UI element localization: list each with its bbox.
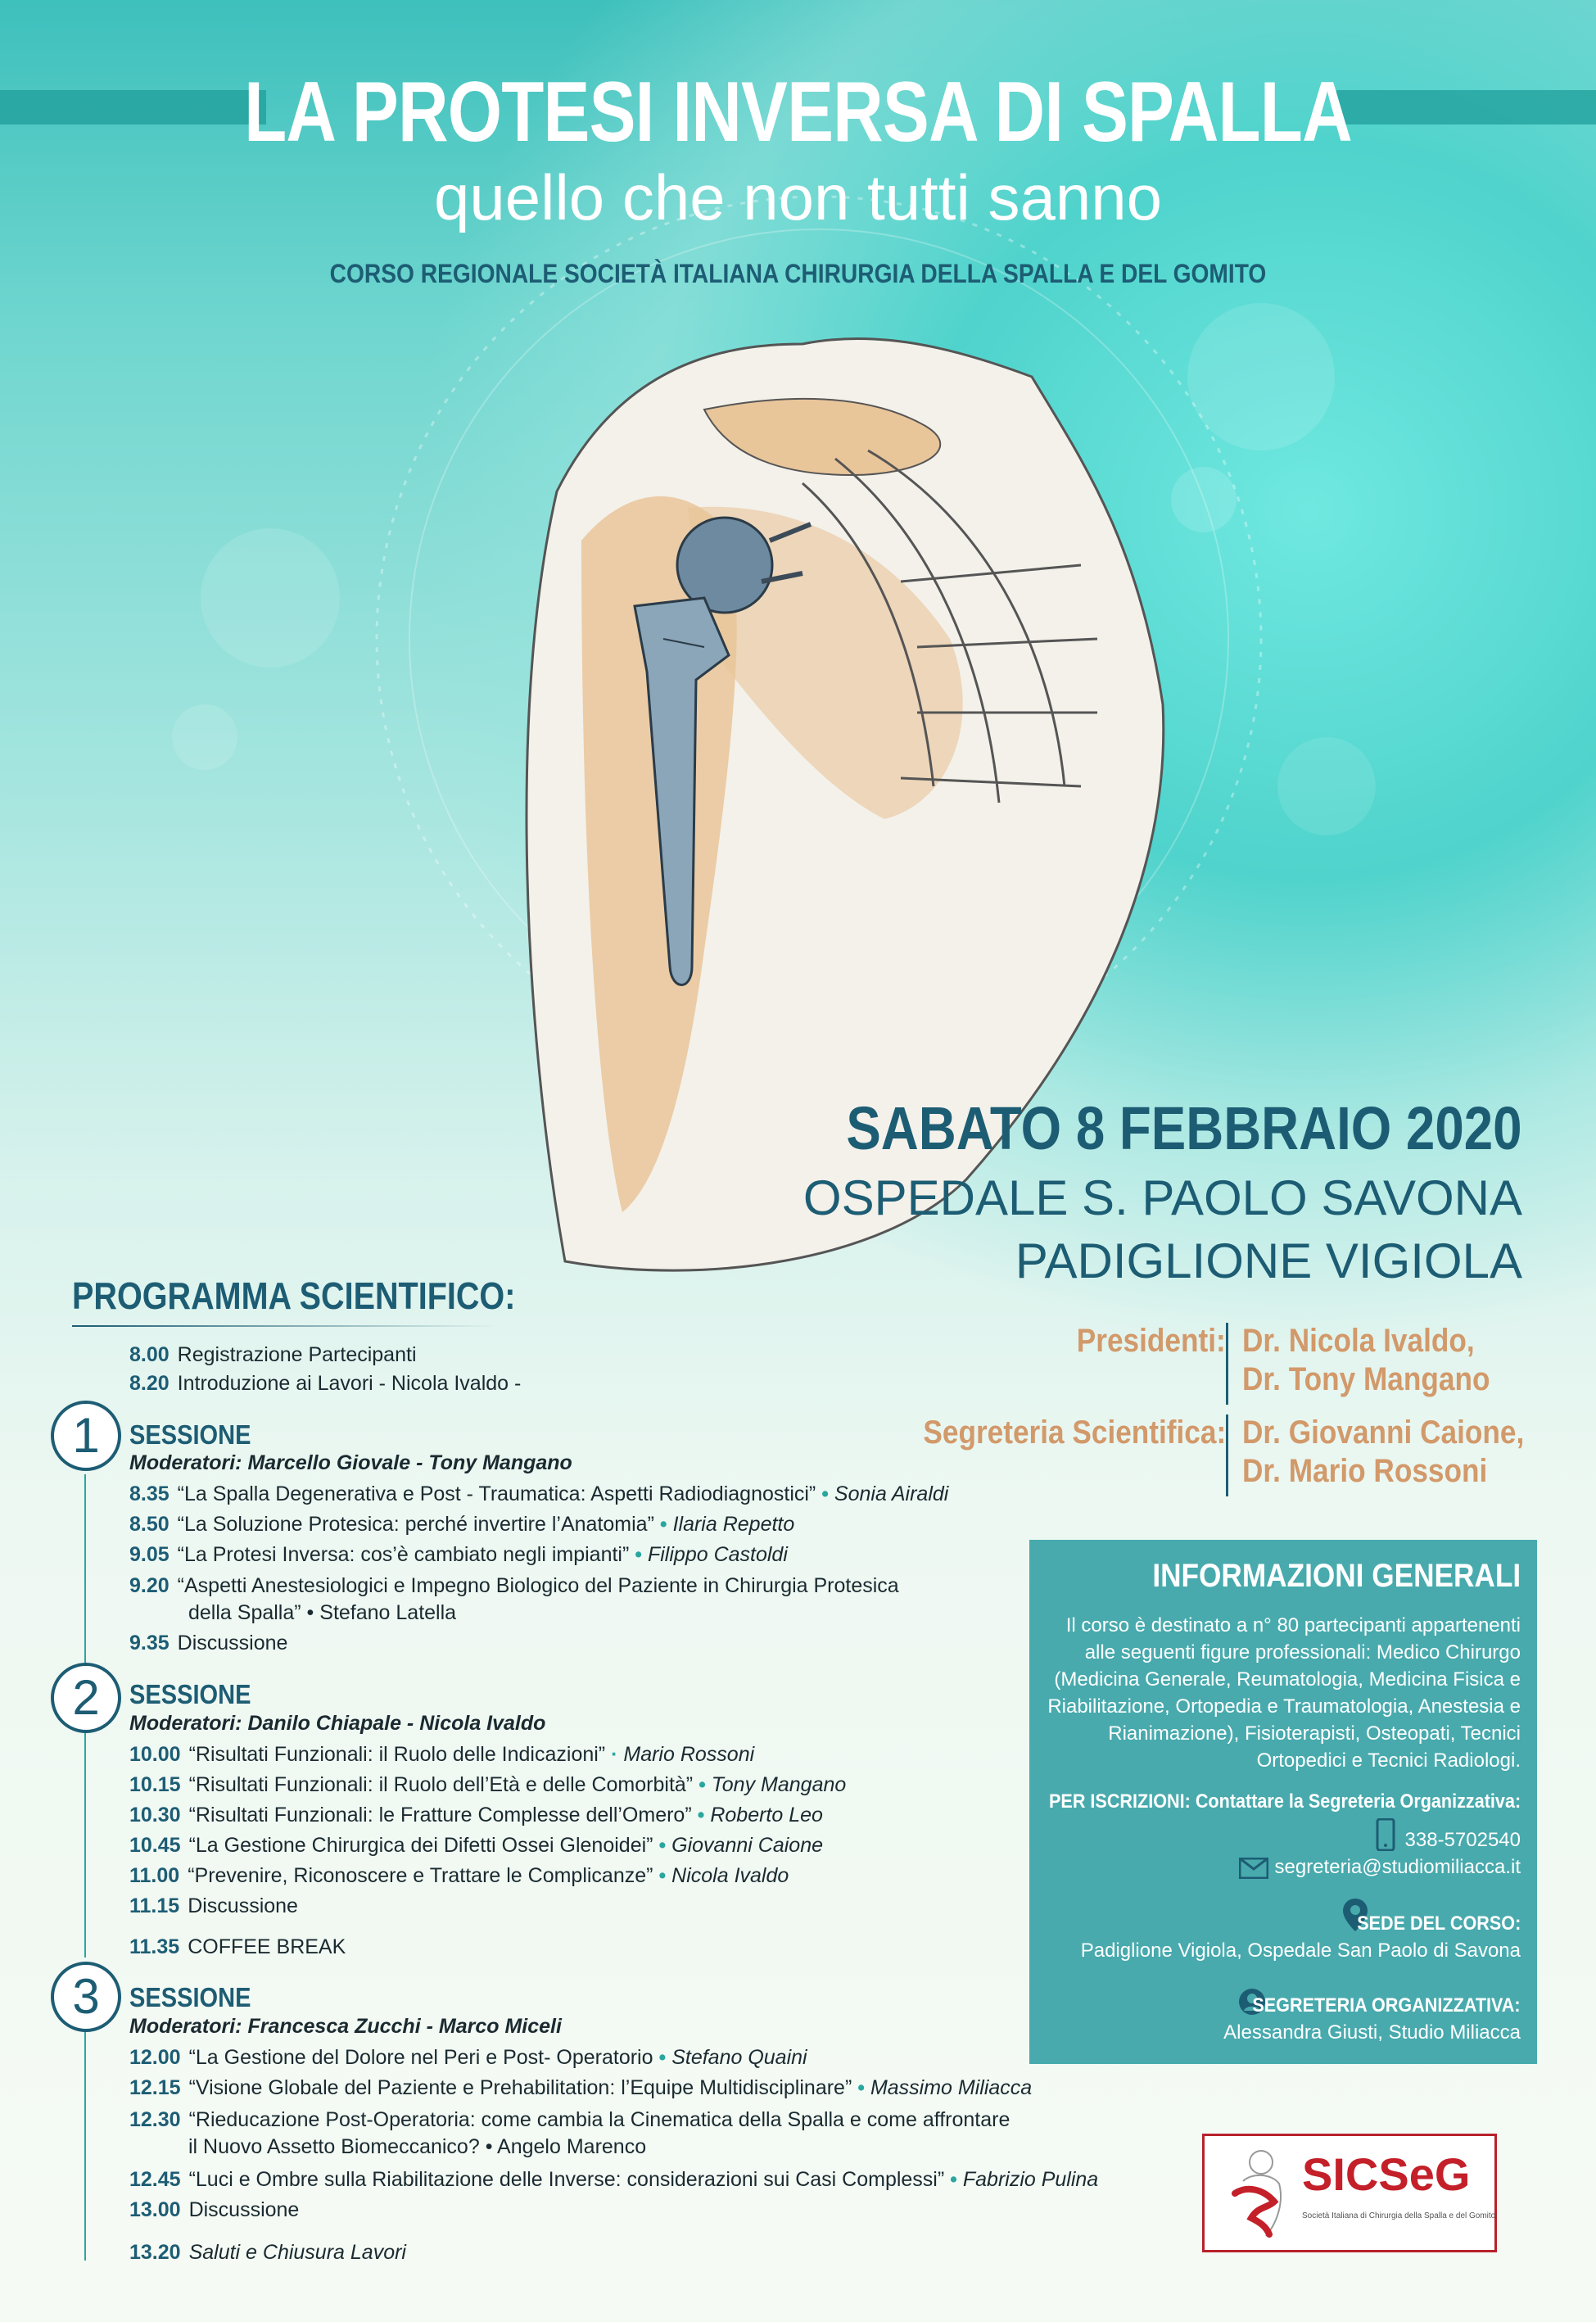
program-item-continuation (188, 1601, 456, 1625)
program-text: Discussione (177, 1632, 288, 1654)
sicseg-logo-tagline: Società Italiana di Chirurgia della Spalla e del Gomito (1302, 2211, 1496, 2220)
program-text: della Spalla” (188, 1601, 301, 1624)
registration-heading: PER ISCRIZIONI: Contattare la Segreteria Organizzativa: (1048, 1790, 1521, 1813)
program-time: 12.45 (129, 2168, 181, 2191)
general-info-title: INFORMAZIONI GENERALI (1152, 1558, 1521, 1594)
program-item (129, 1482, 948, 1506)
program-text: COFFEE BREAK (188, 1935, 346, 1958)
timeline-line (84, 2023, 86, 2261)
program-text: “Visione Globale del Paziente e Prehabilitation: l’Equipe Multidisciplinare” (188, 2076, 852, 2099)
program-speaker: Sonia Airaldi (834, 1482, 949, 1505)
program-time: 9.05 (129, 1543, 170, 1566)
venue-address: Padiglione Vigiola, Ospedale San Paolo di Savona (1080, 1940, 1521, 1962)
separator: • (950, 2168, 957, 2191)
program-text: “Risultati Funzionali: le Fratture Complesse dell’Omero” (188, 1804, 692, 1826)
separator: • (699, 1773, 706, 1796)
separator: • (306, 1601, 314, 1624)
program-speaker: Fabrizio Pulina (962, 2168, 1099, 2191)
event-venue-pavilion: PADIGLIONE VIGIOLA (1015, 1233, 1522, 1288)
session-number-badge: 2 (51, 1663, 121, 1733)
session-number-badge: 1 (51, 1401, 121, 1471)
program-item (129, 1773, 846, 1797)
program-time: 12.15 (129, 2076, 181, 2099)
timeline-line (84, 1720, 86, 1958)
session-number-badge: 3 (51, 1962, 121, 2032)
sicseg-logo-name: SICSeG (1302, 2148, 1471, 2200)
program-text: “Luci e Ombre sulla Riabilitazione delle Inverse: considerazioni sui Casi Complessi” (188, 2168, 945, 2191)
course-name: CORSO REGIONALE SOCIETÀ ITALIANA CHIRURGIA DELLA SPALLA E DEL GOMITO (329, 259, 1267, 288)
separator: • (821, 1482, 829, 1505)
program-speaker: Angelo Marenco (497, 2135, 647, 2158)
program-time: 8.20 (129, 1372, 170, 1395)
program-item (129, 2198, 299, 2222)
envelope-icon (1239, 1858, 1268, 1879)
president-name: Dr. Nicola Ivaldo, (1242, 1323, 1475, 1359)
separator: • (697, 1804, 705, 1826)
closing-item (129, 2241, 406, 2265)
program-text: “Risultati Funzionali: il Ruolo dell’Età e delle Comorbità” (188, 1773, 694, 1796)
separator: • (635, 1543, 643, 1566)
secretary-label: Segreteria Scientifica: (923, 1414, 1226, 1451)
phone-icon (1376, 1818, 1395, 1851)
program-title: PROGRAMMA SCIENTIFICO: (72, 1274, 516, 1317)
program-text: “Aspetti Anestesiologici e Impegno Biologico del Paziente in Chirurgia Protesica (177, 1574, 899, 1597)
program-text: “La Soluzione Protesica: perché invertire l’Anatomia” (177, 1513, 654, 1536)
separator: · (611, 1743, 618, 1766)
presidents-label: Presidenti: (1077, 1323, 1226, 1359)
program-speaker: Ilaria Repetto (672, 1513, 795, 1536)
session-moderators: Moderatori: Danilo Chiapale - Nicola Ivaldo (129, 1712, 546, 1735)
page-subtitle: quello che non tutti sanno (433, 161, 1162, 233)
separator: • (857, 2076, 865, 2099)
president-name: Dr. Tony Mangano (1242, 1361, 1490, 1397)
program-text: Discussione (188, 1894, 298, 1917)
venue-heading: SEDE DEL CORSO: (1356, 1912, 1521, 1935)
program-text: Discussione (188, 2198, 300, 2221)
separator: • (485, 2135, 493, 2158)
program-time: 8.50 (129, 1513, 170, 1536)
separator: • (658, 1864, 667, 1887)
separator: • (659, 1513, 667, 1536)
program-item (129, 1894, 298, 1918)
program-time: 9.20 (129, 1574, 170, 1597)
program-time: 10.45 (129, 1834, 181, 1857)
separator: • (658, 2046, 667, 2069)
session-heading: SESSIONE (129, 1419, 251, 1450)
secretary-name: Dr. Giovanni Caione, (1242, 1414, 1525, 1451)
program-speaker: Giovanni Caione (671, 1834, 823, 1857)
org-secretary-heading: SEGRETERIA ORGANIZZATIVA: (1252, 1994, 1521, 2016)
timeline-line (84, 1474, 86, 1671)
program-speaker: Roberto Leo (710, 1804, 823, 1826)
program-text: “La Protesi Inversa: cos’è cambiato negli impianti” (177, 1543, 630, 1566)
program-item (129, 1632, 287, 1655)
program-time: 13.20 (129, 2241, 181, 2264)
program-speaker: Filippo Castoldi (647, 1543, 788, 1566)
program-time: 12.00 (129, 2046, 181, 2069)
coffee-break (129, 1935, 346, 1959)
program-time: 11.15 (129, 1894, 180, 1917)
program-time: 8.00 (129, 1343, 170, 1366)
program-item (129, 1864, 789, 1888)
program-item (129, 2046, 807, 2070)
program-item (129, 1372, 521, 1396)
session-moderators: Moderatori: Francesca Zucchi - Marco Miceli (129, 2015, 562, 2038)
email-link[interactable]: segreteria@studiomiliacca.it (1274, 1856, 1521, 1878)
secretary-name: Dr. Mario Rossoni (1242, 1453, 1488, 1489)
program-text: Introduzione ai Lavori - Nicola Ivaldo - (177, 1372, 522, 1395)
program-text: “La Gestione del Dolore nel Peri e Post- Operatorio (188, 2046, 653, 2069)
event-venue-hospital: OSPEDALE S. PAOLO SAVONA (803, 1170, 1522, 1225)
program-time: 10.00 (129, 1743, 181, 1766)
program-time: 10.30 (129, 1804, 181, 1826)
session-heading: SESSIONE (129, 1679, 251, 1709)
program-time: 11.00 (129, 1864, 180, 1887)
program-item (129, 1574, 899, 1598)
program-time: 11.35 (129, 1935, 180, 1958)
program-item-continuation (188, 2135, 646, 2159)
session-moderators: Moderatori: Marcello Giovale - Tony Mangano (129, 1451, 572, 1474)
program-time: 10.15 (129, 1773, 181, 1796)
program-speaker: Massimo Miliacca (870, 2076, 1033, 2099)
program-item (129, 1543, 788, 1567)
event-date: SABATO 8 FEBBRAIO 2020 (846, 1094, 1522, 1162)
general-info-description: Il corso è destinato a n° 80 partecipanti appartenenti alle seguenti figure professionali: Medico Chirurgo (Medicina Generale, Reumatologia, Medicina Fisica e Riabilitazione, Ortopedia e Traumatologia, Anestesia e Rianimazione), Fisioterapisti, Osteopati, Tecnici Ortopedici e Tecnici Radiologi. (1047, 1614, 1521, 1772)
program-speaker: Nicola Ivaldo (671, 1864, 789, 1887)
program-title-underline (72, 1325, 498, 1327)
program-time: 12.30 (129, 2108, 181, 2131)
program-text: il Nuovo Assetto Biomeccanico? (188, 2135, 480, 2158)
program-item (129, 1804, 823, 1827)
program-item (129, 1513, 794, 1537)
program-text: “La Gestione Chirurgica dei Difetti Ossei Glenoidei” (188, 1834, 653, 1857)
phone-number[interactable]: 338-5702540 (1404, 1829, 1521, 1851)
page-title: LA PROTESI INVERSA DI SPALLA (244, 65, 1352, 160)
program-text: Registrazione Partecipanti (177, 1343, 417, 1366)
program-text: “La Spalla Degenerativa e Post - Traumatica: Aspetti Radiodiagnostici” (177, 1482, 816, 1505)
program-text: “Risultati Funzionali: il Ruolo delle Indicazioni” (188, 1743, 606, 1766)
program-item (129, 1834, 823, 1858)
program-text: “Prevenire, Riconoscere e Trattare le Complicanze” (188, 1864, 653, 1887)
program-time: 9.35 (129, 1632, 170, 1654)
program-item (129, 2168, 1098, 2192)
program-speaker: Tony Mangano (711, 1773, 847, 1796)
presidents-divider (1226, 1323, 1228, 1405)
org-secretary-name: Alessandra Giusti, Studio Miliacca (1223, 2021, 1521, 2044)
separator: • (658, 1834, 667, 1857)
program-text: “Rieducazione Post-Operatoria: come cambia la Cinematica della Spalla e come affrontare (188, 2108, 1010, 2131)
sicseg-logo-figure (1218, 2144, 1296, 2241)
program-time: 13.00 (129, 2198, 181, 2221)
program-item (129, 2108, 1010, 2132)
secretary-divider (1226, 1414, 1228, 1496)
program-speaker: Stefano Latella (319, 1601, 457, 1624)
program-item (129, 1743, 754, 1767)
session-heading: SESSIONE (129, 1982, 251, 2012)
program-speaker: Stefano Quaini (671, 2046, 807, 2069)
program-speaker: Mario Rossoni (623, 1743, 755, 1766)
program-text: Saluti e Chiusura Lavori (188, 2241, 406, 2264)
program-time: 8.35 (129, 1482, 170, 1505)
program-item (129, 1343, 417, 1367)
program-item (129, 2076, 1032, 2100)
